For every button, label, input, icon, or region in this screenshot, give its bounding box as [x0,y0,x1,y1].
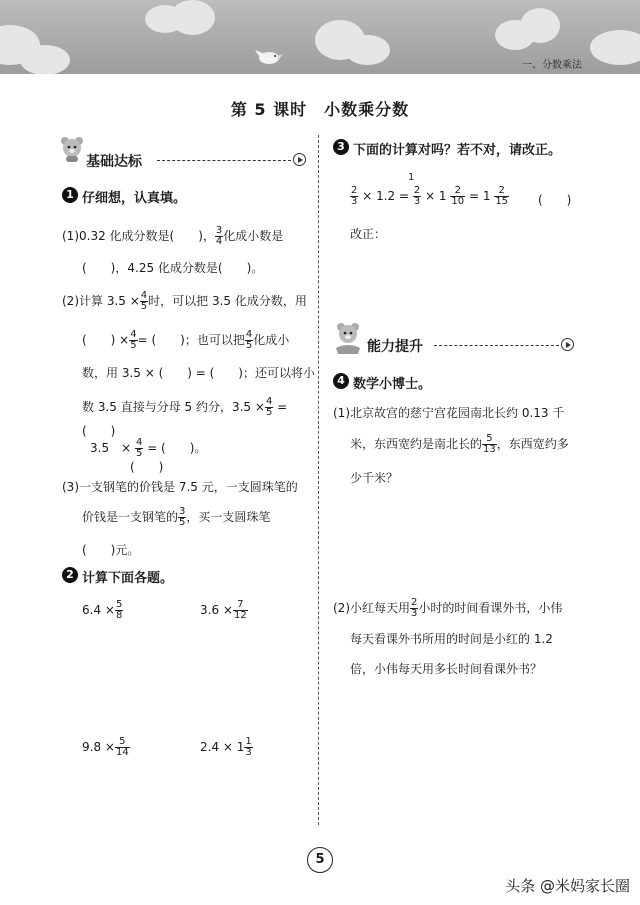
problem-line: 价钱是一支钢笔的 $\frac{3}{5}$ ，买一支圆珠笔 [82,506,271,528]
question-title: 仔细想，认真填。 [82,191,187,206]
question-title: 下面的计算对吗？若不对，请改正。 [353,143,562,158]
problem-line: 米，东西宽约是南北长的 $\frac{5}{13}$ ，东西宽约多 [350,433,569,455]
section-title-ability: 能力提升 [367,339,423,355]
problem-line: 每天看课外书所用的时间是小红的 1.2 [350,632,553,646]
problem-line: 少千米？ [350,471,399,485]
calc-item: 6.4 × $\frac{5}{8}$ [82,599,123,621]
problem-line: (2)小红每天用 $\frac{2}{3}$ 小时的时间看课外书，小伟 [333,597,563,619]
problem-line: ( )，4.25 化成分数是( )。 [82,261,264,275]
play-icon [561,338,574,351]
page-number: 5 [307,847,333,873]
problem-line: (1)北京故宫的慈宁宫花园南北长约 0.13 千 [333,406,565,420]
watermark: 头条 @米妈家长圈 [505,877,630,895]
calc-item: 2.4 × 1 $\frac{1}{3}$ [200,736,252,758]
question-number: 4 [333,373,349,389]
question-number: 2 [62,567,78,583]
problem-line: (2)计算 3.5 × $\frac{4}{5}$ 时，可以把 3.5 化成分数，用 [62,290,307,312]
bear-mascot-icon [333,320,363,358]
section-dash-line [434,345,559,346]
answer-paren: ( ) [538,193,572,207]
correction-label: 改正： [350,227,387,241]
question-number: 3 [333,139,349,155]
calc-expression: $\frac{2}{3}$ × 1.2 = $\frac{2}{3}$ × 1 $\frac{2}{10}$ = 1 $\frac{2}{15}$ [351,185,509,207]
problem-line: 数，用 3.5 × ( ) = ( )；还可以将小 [82,366,315,380]
calc-item: 9.8 × $\frac{5}{14}$ [82,736,129,758]
column-divider [318,135,319,825]
section-dash-line [157,160,291,161]
problem-line: 数 3.5 直接与分母 5 约分，3.5 × $\frac{4}{5}$ = [82,396,288,418]
question-title: 数学小博士。 [353,377,432,392]
problem-line: ( )元。 [82,543,140,557]
question-number: 1 [62,187,78,203]
cloud-decoration [170,0,215,35]
section-title-basic: 基础达标 [86,154,142,170]
problem-line: (1)0.32 化成分数是( )， $\frac{3}{4}$ 化成小数是 [62,225,284,247]
cloud-decoration [590,30,640,65]
blank-paren: ( ) [82,424,116,438]
bear-mascot-icon [60,136,84,162]
cloud-decoration [20,45,70,74]
play-icon [293,153,306,166]
calc-item: 3.6 × $\frac{7}{12}$ [200,599,247,621]
question-title: 计算下面各题。 [82,571,174,586]
bird-icon [255,44,285,66]
cloud-decoration [345,35,390,65]
problem-line: 倍，小伟每天用多长时间看课外书？ [350,662,543,676]
unit-label: 一、分数乘法 [522,60,582,71]
annotation-mark: 1 [408,172,415,183]
cloud-decoration [520,8,560,43]
blank-paren: ( ) [130,460,164,474]
problem-line: 3.5 × $\frac{4}{5}$ = ( )。 [90,437,207,459]
problem-line: (3)一支钢笔的价钱是 7.5 元，一支圆珠笔的 [62,480,298,494]
problem-line: ( ) × $\frac{4}{5}$ = ( )；也可以把 $\frac{4}{5}$ 化成小 [82,329,290,351]
page-title: 第 5 课时 小数乘分数 [230,100,410,119]
